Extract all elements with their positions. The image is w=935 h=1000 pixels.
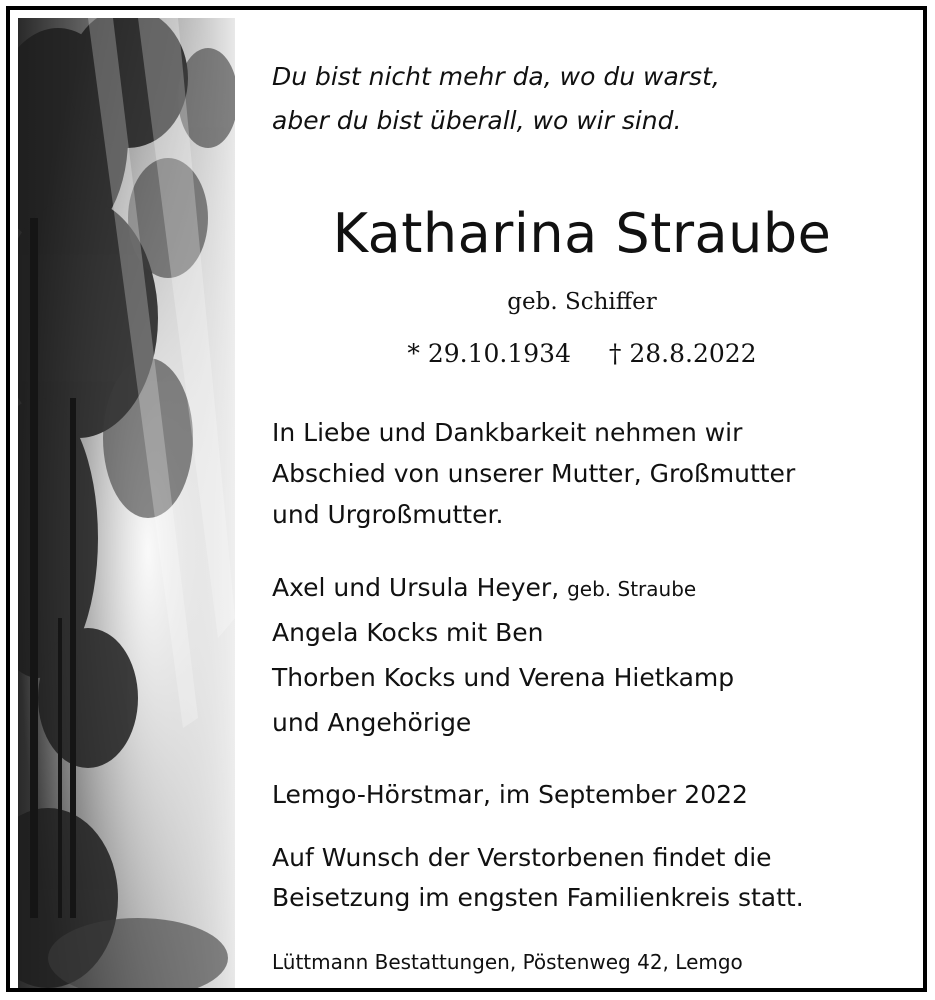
place-date: Lemgo-Hörstmar, im September 2022 [272, 780, 748, 809]
birth-name: geb. Schiffer [507, 289, 657, 315]
deceased-name: Katharina Straube [332, 202, 832, 265]
message-line-3: und Urgroßmutter. [272, 500, 504, 529]
message-line-2: Abschied von unserer Mutter, Großmutter [272, 459, 796, 488]
mourner-3: Thorben Kocks und Verena Hietkamp [272, 663, 735, 692]
birth-date: * 29.10.1934 [407, 339, 571, 368]
undertaker: Lüttmann Bestattungen, Pöstenweg 42, Lemgo [272, 950, 743, 974]
quote-line-1: Du bist nicht mehr da, wo du warst, [272, 62, 720, 91]
forest-image [18, 18, 235, 988]
message-line-1: In Liebe und Dankbarkeit nehmen wir [272, 418, 743, 447]
mourner-4: und Angehörige [272, 708, 472, 737]
mourner-1-name: Axel und Ursula Heyer, [272, 573, 560, 602]
mourner-2: Angela Kocks mit Ben [272, 618, 544, 647]
burial-note-line-2: Beisetzung im engsten Familienkreis statt. [272, 883, 804, 912]
death-date: † 28.8.2022 [608, 339, 757, 368]
obituary-frame [6, 6, 927, 992]
life-dates [262, 339, 902, 368]
mourner-1-note: geb. Straube [567, 577, 697, 601]
forest-photo [18, 18, 235, 988]
burial-note-line-1: Auf Wunsch der Verstorbenen findet die [272, 843, 772, 872]
quote-line-2: aber du bist überall, wo wir sind. [272, 106, 682, 135]
mourner-1 [272, 573, 696, 602]
